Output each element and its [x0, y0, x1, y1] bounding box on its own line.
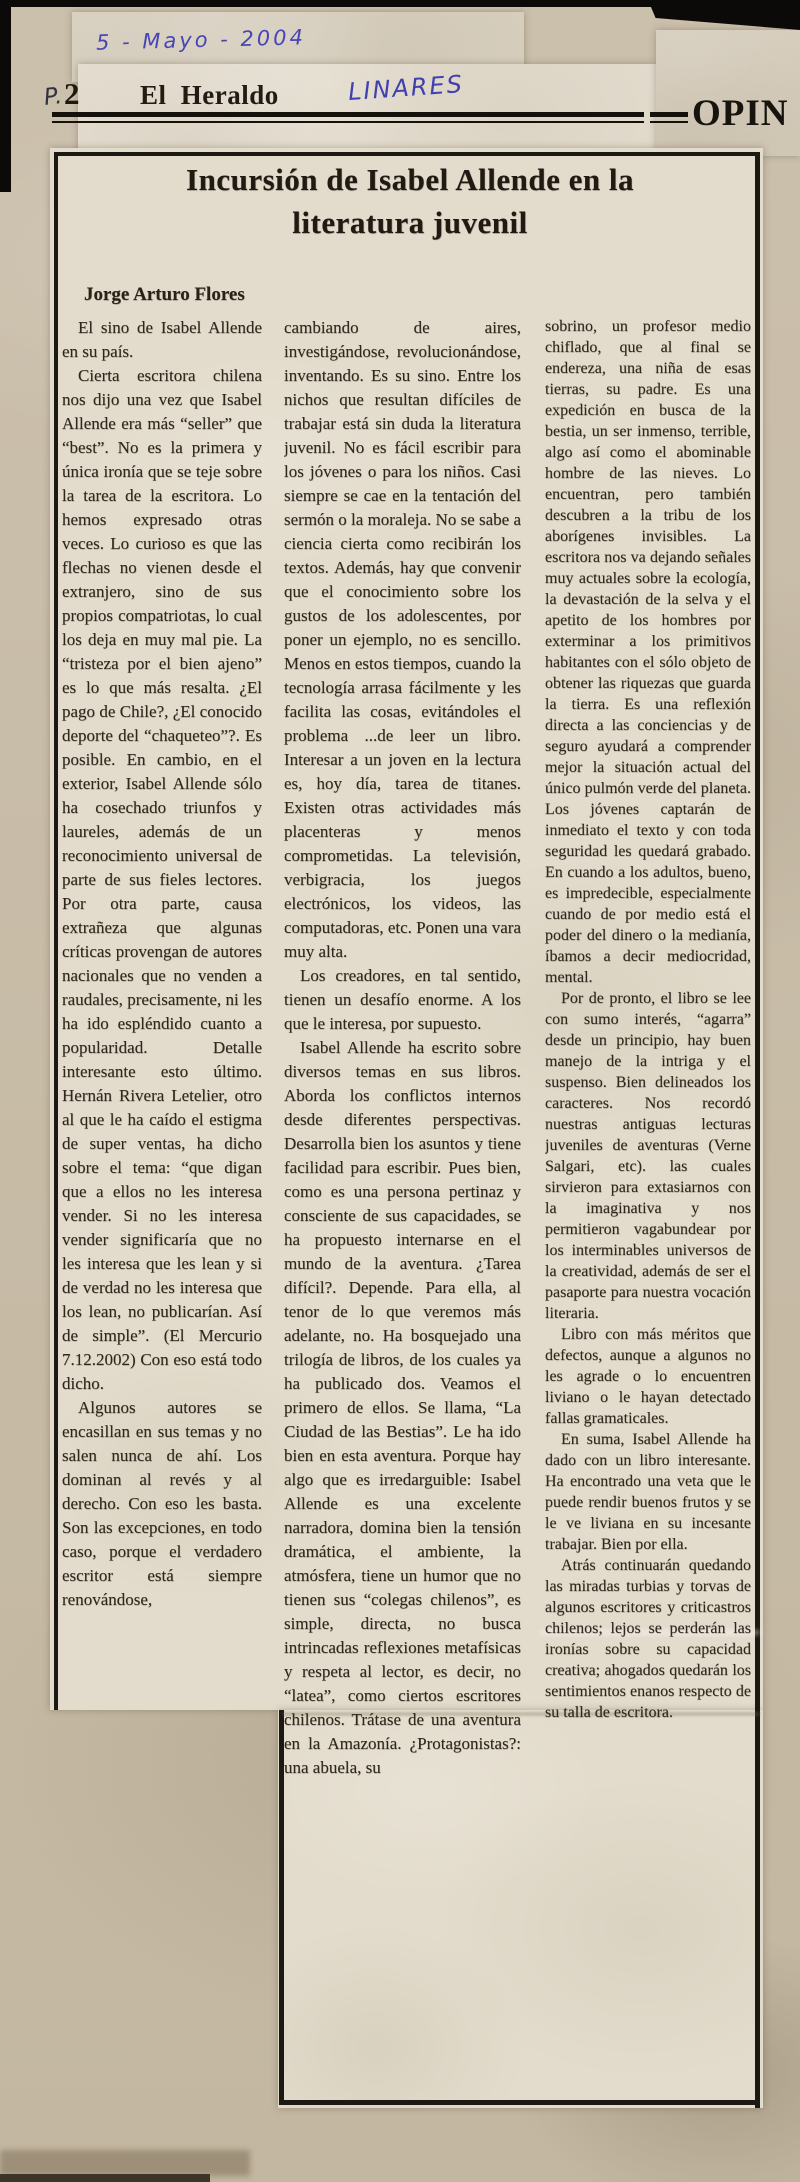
page-number: 2 [64, 76, 80, 111]
article-border-bottom [279, 2100, 760, 2105]
paragraph: Atrás continuarán quedando las miradas turbias y torvas de algunos escritores y criticastros chilenos; lejos se perderán las ironías sobre su capacidad creativa; ahogados quedarán los sentimientos enanos respecto de su talla de escritora. [545, 1557, 751, 1721]
newspaper-name: El Heraldo [140, 80, 279, 110]
section-label: OPIN [692, 93, 789, 134]
scan-edge-left [0, 0, 11, 192]
paragraph: Por de pronto, el libro se lee con sumo interés, “agarra” desde un principio, hay buen manejo de la intriga y el suspenso. Bien delineados los caracteres. Nos recordó nuestras antiguas lecturas juveniles de aventuras (Verne Salgari, etc). las cuales sirvieron para extasiarnos con la imaginativa y nos permitieron vagabundear por los interminables universos de la creatividad, además de ser el pasaporte para nuestra vocación literaria. [545, 990, 751, 1322]
paragraph: En suma, Isabel Allende ha dado con un libro interesante. Ha encontrado una veta que le puede rendir buenos frutos y se le ve liviana en su incesante trabajar. Bien por ella. [545, 1431, 751, 1553]
scan-edge-bottom [0, 2174, 210, 2182]
article-column-2 [284, 316, 521, 2091]
article-border-right [755, 152, 760, 2108]
paragraph: sobrino, un profesor medio chiflado, que al final se endereza, una niña de esas tierras, su padre. Es una expedición en busca de la bestia, un ser inmenso, terrible, algo así como el abominable hombre de las nieves. Lo encuentran, pero también descubren a la tribu de los aborígenes invisibles. La escritora nos va dejando señales muy actuales sobre la ecología, la devastación de la selva y el apetito de los hombres por exterminar a los primitivos habitantes con el sólo objeto de obtener las riquezas que guarda la tierra. Es una reflexión directa a las conciencias y de seguro ayudará a comprender mejor la situación actual del único pulmón verde del planeta. Los jóvenes captarán de inmediato el texto y con toda seguridad les quedará grabado. En cuando a los adultos, bueno, es impredecible, especialmente cuando de por medio está el poder del dinero o la medianía, íbamos a decir mediocridad, mental. [545, 318, 751, 986]
page-prefix-handwritten: P. [42, 82, 64, 112]
paragraph: Cierta escritora chilena nos dijo una vez que Isabel Allende era más “seller” que “best”. No es la primera y única ironía que se teje sobre la tarea de la escritora. Lo hemos expresado otras veces. Lo curioso es que las flechas no vienen desde el extranjero, sino de sus propios compatriotas, lo cual los deja en muy mal pie. La “tristeza por el bien ajeno” es lo que más resalta. ¿El pago de Chile?, ¿El conocido deporte del “chaqueteo”?. Es posible. En cambio, en el exterior, Isabel Allende sólo ha cosechado triunfos y laureles, además de un reconocimiento universal de parte de sus fieles lectores. Por otra parte, causa extrañeza que algunas críticas provengan de autores nacionales que no venden a raudales, precisamente, ni les ha ido espléndido cuanto a popularidad. Detalle interesante esto último. Hernán Rivera Letelier, otro al que le ha caído el estigma de super ventas, ha dicho sobre el tema: “que digan que a ellos no les interesa vender. Si no les interesa vender significaría que no les interesa que les lean y si de verdad no les interesa que los lean, no publicarían. Así de simple”. (El Mercurio 7.12.2002) Con eso está todo dicho. [62, 366, 262, 1393]
article-column-3 [545, 316, 751, 2091]
article-border-top [54, 152, 760, 156]
handwritten-date: 5 - Mayo - 2004 [95, 25, 307, 55]
masthead-rule-short [650, 112, 688, 123]
article-title-line2: literatura juvenil [292, 205, 528, 240]
paragraph: Los creadores, en tal sentido, tienen un desafío enorme. A los que le interesa, por supuesto. [284, 966, 521, 1033]
article-title-line1: Incursión de Isabel Allende en la [186, 162, 634, 197]
paragraph: Algunos autores se encasillan en sus temas y no salen nunca de ahí. Los dominan al revés y al derecho. Con eso les basta. Son las excepciones, en todo caso, porque el verdadero escritor está siempre renovándose, [62, 1398, 262, 1609]
paragraph: cambiando de aires, investigándose, revolucionándose, inventando. Es su sino. Entre los nichos que resultan difíciles de trabajar está sin duda la literatura juvenil. No es fácil escribir para los jóvenes o para los niños. Casi siempre se cae en la tentación del sermón o la moraleja. No se sabe a ciencia cierta como recibirán los textos. Además, hay que convenir que el conocimiento sobre los gustos de los adolescentes, por poner un ejemplo, no es sencillo. Menos en estos tiempos, cuando la tecnología arrasa fácilmente y les facilita las cosas, evitándoles el problema ...de leer un libro. Interesar a un joven en la lectura es, hoy día, tarea de titanes. Existen otras actividades más placenteras y menos comprometidas. La televisión, verbigracia, los juegos electrónicos, los videos, las computadoras, etc. Ponen una vara muy alta. [284, 318, 521, 961]
paragraph: Libro con más méritos que defectos, aunque a algunos no les agrade o lo encuentren liviano o le hayan detectado fallas gramaticales. [545, 1326, 751, 1427]
paragraph: El sino de Isabel Allende en su país. [62, 318, 262, 361]
paragraph: Isabel Allende ha escrito sobre diversos temas en sus libros. Aborda los conflictos internos desde diferentes perspectivas. Desarrolla bien los asuntos y tiene facilidad para escribir. Pues bien, como es una persona pertinaz y consciente de sus capacidades, se ha propuesto internarse en el mundo de la aventura. ¿Tarea difícil?. Depende. Para ella, al tenor de lo que veremos más adelante, no. Ha bosquejado una trilogía de libros, de los cuales ya ha publicado dos. Veamos el primero de ellos. Se llama, “La Ciudad de las Bestias”. Le ha ido bien en esta aventura. Porque hay algo que es irredarguible: Isabel Allende es una excelente narradora, domina bien la tensión dramática, el ambiente, la atmósfera, tiene un humor que no tienen sus “colegas chilenos”, es simple, directa, no busca intrincadas reflexiones metafísicas y respeta al lector, es decir, no “latea”, como ciertos escritores chilenos. Trátase de una aventura en la Amazonía. ¿Protagonistas?: una abuela, su [284, 1038, 521, 1777]
article-byline: Jorge Arturo Flores [84, 284, 245, 305]
scan-edge-top [0, 0, 660, 7]
article-column-1 [62, 316, 262, 1700]
scan-corner-top-right [648, 0, 800, 30]
handwritten-city: LINARES [347, 69, 465, 107]
masthead-rule [52, 112, 644, 123]
scan-shadow-bottom [0, 2150, 250, 2176]
article-border-left [54, 152, 58, 1710]
